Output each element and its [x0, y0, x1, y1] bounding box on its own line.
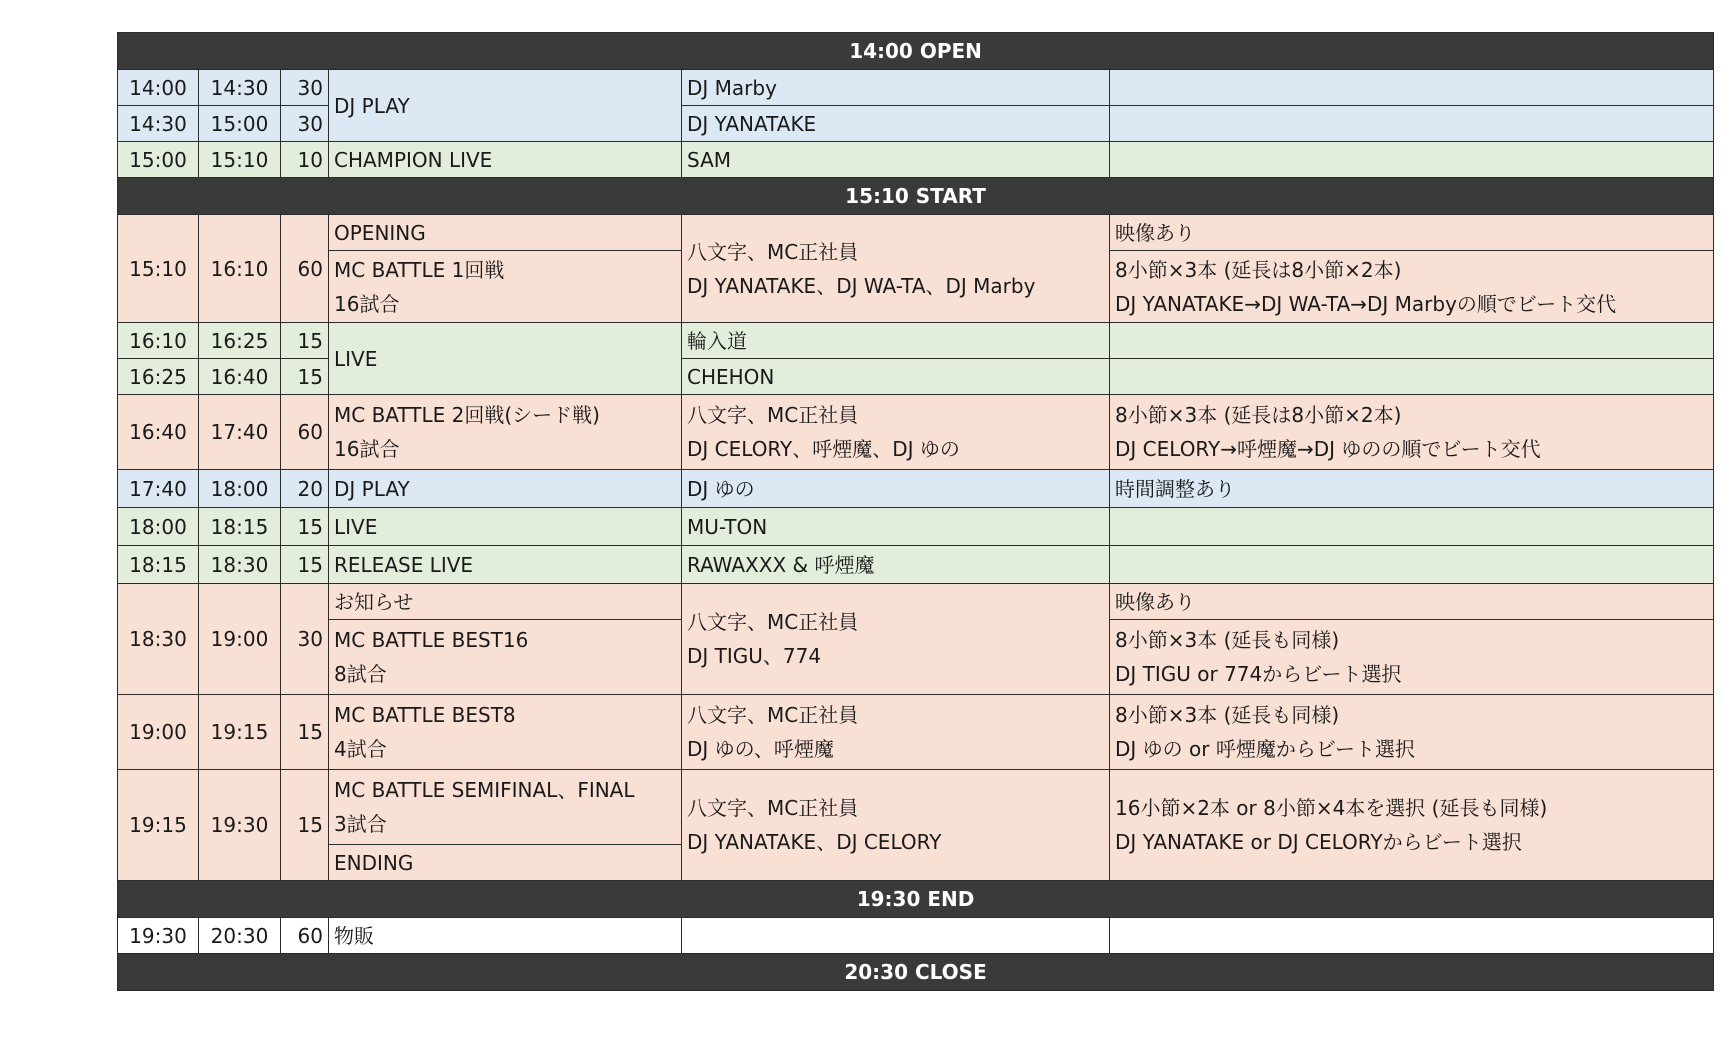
performer-line: 八文字、MC正社員 — [687, 610, 859, 634]
end-time: 14:30 — [199, 70, 281, 106]
start-time: 15:10 — [118, 215, 199, 323]
performer-line: 八文字、MC正社員 — [687, 796, 859, 820]
note — [1110, 620, 1714, 695]
performer: DJ Marby — [682, 70, 1110, 106]
table-row — [118, 70, 1714, 106]
note-line: DJ YANATAKE→DJ WA-TA→DJ Marbyの順でビート交代 — [1115, 291, 1617, 316]
program-line: MC BATTLE BEST16 — [334, 628, 529, 652]
program-line: 4試合 — [334, 737, 387, 761]
duration: 20 — [281, 470, 329, 508]
end-time: 17:40 — [199, 395, 281, 470]
start-time: 14:30 — [118, 106, 199, 142]
performer-line: 八文字、MC正社員 — [687, 239, 859, 264]
program-line: MC BATTLE 2回戦(シード戦) — [334, 403, 600, 427]
note: 映像あり — [1110, 215, 1714, 251]
performer-line: DJ ゆの、呼煙魔 — [687, 737, 834, 761]
table-row — [118, 470, 1714, 508]
note-line: 8小節×3本 (延長は8小節×2本) — [1115, 257, 1402, 282]
table-row — [118, 395, 1714, 470]
start-time: 19:30 — [118, 918, 199, 954]
duration: 15 — [281, 323, 329, 359]
duration: 15 — [281, 546, 329, 584]
start-time: 19:00 — [118, 695, 199, 770]
program: ENDING — [329, 845, 682, 881]
duration: 30 — [281, 70, 329, 106]
duration: 15 — [281, 359, 329, 395]
start-time: 18:15 — [118, 546, 199, 584]
program-line: MC BATTLE 1回戦 — [334, 257, 505, 282]
note — [1110, 142, 1714, 178]
note: 映像あり — [1110, 584, 1714, 620]
program-line: 8試合 — [334, 662, 387, 686]
table-row — [118, 918, 1714, 954]
performer-line: DJ TIGU、774 — [687, 644, 822, 668]
start-time: 15:00 — [118, 142, 199, 178]
duration: 60 — [281, 918, 329, 954]
program — [329, 620, 682, 695]
performer-line: 八文字、MC正社員 — [687, 403, 859, 427]
program-line: 16試合 — [334, 291, 400, 316]
program: LIVE — [329, 508, 682, 546]
program-line: MC BATTLE SEMIFINAL、FINAL — [334, 778, 635, 802]
end-time: 19:15 — [199, 695, 281, 770]
program: 物販 — [329, 918, 682, 954]
performer — [682, 918, 1110, 954]
end-time: 20:30 — [199, 918, 281, 954]
end-time: 18:30 — [199, 546, 281, 584]
note-line: 8小節×3本 (延長も同様) — [1115, 703, 1340, 727]
note-line: DJ TIGU or 774からビート選択 — [1115, 662, 1402, 686]
note-line: 16小節×2本 or 8小節×4本を選択 (延長も同様) — [1115, 796, 1548, 820]
program: OPENING — [329, 215, 682, 251]
start-time: 16:25 — [118, 359, 199, 395]
program: CHAMPION LIVE — [329, 142, 682, 178]
close-header: 20:30 CLOSE — [118, 954, 1714, 991]
end-time: 16:10 — [199, 215, 281, 323]
end-header: 19:30 END — [118, 881, 1714, 918]
note — [1110, 323, 1714, 359]
note — [1110, 251, 1714, 323]
table-row — [118, 695, 1714, 770]
performer — [682, 584, 1110, 695]
schedule-table — [117, 32, 1714, 991]
open-header: 14:00 OPEN — [118, 33, 1714, 70]
program: DJ PLAY — [329, 470, 682, 508]
start-header: 15:10 START — [118, 178, 1714, 215]
note — [1110, 695, 1714, 770]
end-time: 19:00 — [199, 584, 281, 695]
performer-line: DJ CELORY、呼煙魔、DJ ゆの — [687, 437, 960, 461]
note: 時間調整あり — [1110, 470, 1714, 508]
program-line: 3試合 — [334, 812, 387, 836]
start-time: 14:00 — [118, 70, 199, 106]
end-time: 18:15 — [199, 508, 281, 546]
note — [1110, 359, 1714, 395]
note — [1110, 918, 1714, 954]
note-line: DJ CELORY→呼煙魔→DJ ゆのの順でビート交代 — [1115, 437, 1541, 461]
note — [1110, 395, 1714, 470]
note — [1110, 106, 1714, 142]
start-time: 18:30 — [118, 584, 199, 695]
program — [329, 770, 682, 845]
end-time: 16:25 — [199, 323, 281, 359]
end-time: 15:10 — [199, 142, 281, 178]
table-row — [118, 215, 1714, 251]
program-line: MC BATTLE BEST8 — [334, 703, 516, 727]
performer — [682, 395, 1110, 470]
performer-line: 八文字、MC正社員 — [687, 703, 859, 727]
end-time: 16:40 — [199, 359, 281, 395]
performer — [682, 215, 1110, 323]
note-line: 8小節×3本 (延長も同様) — [1115, 628, 1340, 652]
end-time: 18:00 — [199, 470, 281, 508]
program-line: 16試合 — [334, 437, 400, 461]
performer: 輪入道 — [682, 323, 1110, 359]
performer — [682, 695, 1110, 770]
table-row — [118, 584, 1714, 620]
program — [329, 695, 682, 770]
program: RELEASE LIVE — [329, 546, 682, 584]
start-time: 17:40 — [118, 470, 199, 508]
performer-line: DJ YANATAKE、DJ WA-TA、DJ Marby — [687, 273, 1036, 298]
note-line: DJ YANATAKE or DJ CELORYからビート選択 — [1115, 830, 1522, 854]
duration: 30 — [281, 584, 329, 695]
performer: DJ ゆの — [682, 470, 1110, 508]
note-line: DJ ゆの or 呼煙魔からビート選択 — [1115, 737, 1416, 761]
note-line: 8小節×3本 (延長は8小節×2本) — [1115, 403, 1402, 427]
table-row — [118, 142, 1714, 178]
end-time: 15:00 — [199, 106, 281, 142]
start-time: 18:00 — [118, 508, 199, 546]
end-time: 19:30 — [199, 770, 281, 881]
note — [1110, 546, 1714, 584]
program — [329, 251, 682, 323]
note — [1110, 508, 1714, 546]
start-time: 19:15 — [118, 770, 199, 881]
performer: MU-TON — [682, 508, 1110, 546]
duration: 15 — [281, 508, 329, 546]
table-row — [118, 770, 1714, 845]
note — [1110, 770, 1714, 881]
performer: SAM — [682, 142, 1110, 178]
table-row — [118, 508, 1714, 546]
program: お知らせ — [329, 584, 682, 620]
table-row — [118, 546, 1714, 584]
duration: 60 — [281, 395, 329, 470]
performer: DJ YANATAKE — [682, 106, 1110, 142]
note — [1110, 70, 1714, 106]
duration: 10 — [281, 142, 329, 178]
program: DJ PLAY — [329, 70, 682, 142]
duration: 15 — [281, 695, 329, 770]
table-row — [118, 323, 1714, 359]
performer-line: DJ YANATAKE、DJ CELORY — [687, 830, 942, 854]
duration: 30 — [281, 106, 329, 142]
program: LIVE — [329, 323, 682, 395]
start-time: 16:10 — [118, 323, 199, 359]
performer: RAWAXXX & 呼煙魔 — [682, 546, 1110, 584]
performer — [682, 770, 1110, 881]
start-time: 16:40 — [118, 395, 199, 470]
duration: 15 — [281, 770, 329, 881]
performer: CHEHON — [682, 359, 1110, 395]
duration: 60 — [281, 215, 329, 323]
program — [329, 395, 682, 470]
